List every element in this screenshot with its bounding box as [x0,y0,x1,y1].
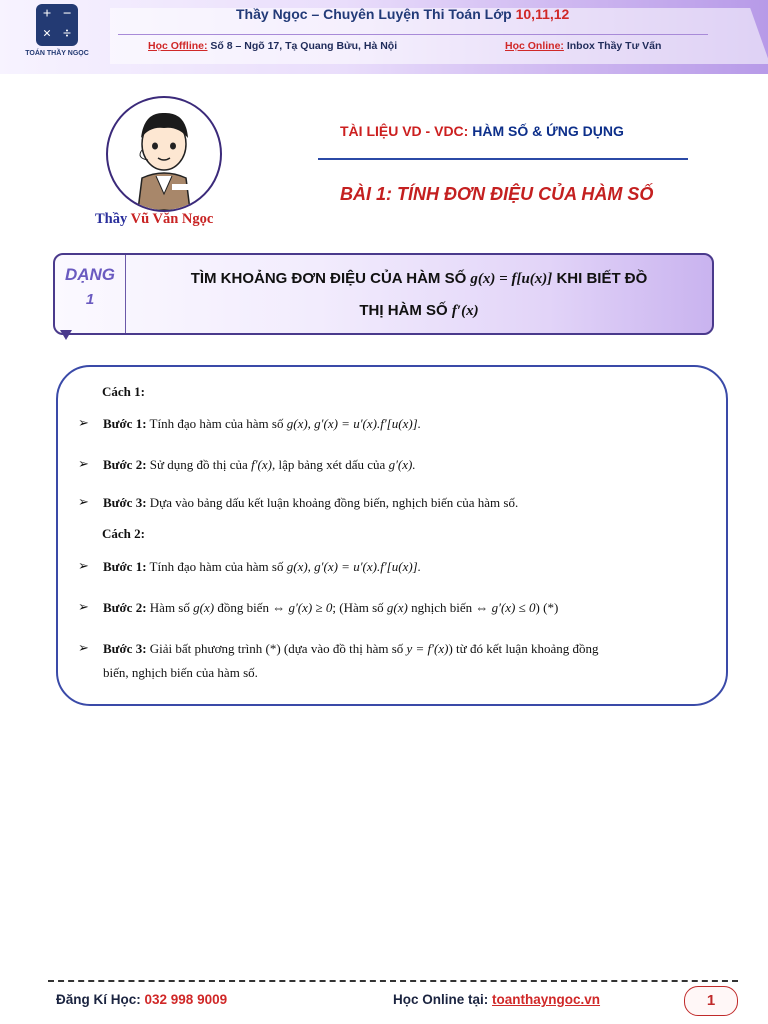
c2-step2-label: Bước 2: [103,600,147,615]
lesson-name: TÍNH ĐƠN ĐIỆU CỦA HÀM SỐ [392,184,654,204]
logo-caption: TOÁN THẦY NGỌC [25,50,89,57]
teacher-cartoon-icon [108,98,220,210]
dang-line2-math: f′(x) [451,303,479,319]
c2-step2-math-b: g′(x) ≥ 0 [288,600,333,615]
c2-step2-math-d: g′(x) ≤ 0 [491,600,536,615]
header-band [0,0,768,74]
c2-step1-text: Tính đạo hàm của hàm số [146,559,287,574]
header-title [236,6,569,22]
arrow-bullet-icon: ➢ [78,641,89,656]
c2-step2-text-e: ) (*) [535,600,559,615]
lesson-title [340,184,653,205]
header-online [505,40,661,52]
arrow-bullet-icon: ➢ [78,600,89,615]
c2-step1-label: Bước 1: [103,559,147,574]
c1-step2-text-a: Sử dụng đồ thị của [146,457,252,472]
dang-banner [53,253,714,335]
math-ops-icon: + − × ÷ [36,4,78,46]
c1-step2-label: Bước 2: [103,457,147,472]
footer-online [393,992,600,1007]
dang-number: 1 [85,291,95,308]
method-box [56,365,728,706]
doc-topic: HÀM SỐ & ỨNG DỤNG [472,123,624,139]
footer-register [56,992,227,1007]
c1-step2-text-b: , lập bảng xét dấu của [271,457,389,472]
cach1-heading: Cách 1: [102,384,145,399]
offline-value: Số 8 – Ngõ 17, Tạ Quang Bửu, Hà Nội [207,40,398,52]
dang-word: DẠNG [64,265,116,284]
lesson-label: BÀI 1: [340,184,393,204]
dang-tail [60,330,72,340]
dang-heading [129,263,709,327]
teacher-name-text: Vũ Văn Ngọc [130,211,214,227]
dang-line2-a: THỊ HÀM SỐ [359,302,452,319]
doc-series-title [340,123,624,139]
online-value: Inbox Thầy Tư Vấn [563,40,662,52]
arrow-bullet-icon: ➢ [78,495,89,510]
header-title-prefix: Thầy Ngọc – Chuyên Luyện Thi Toán Lớp [236,6,516,22]
cach2-heading: Cách 2: [102,526,145,541]
c2-step2-math-c: g(x) [386,600,408,615]
arrow-bullet-icon: ➢ [78,416,89,431]
website-link[interactable]: toanthayngoc.vn [492,992,601,1007]
teacher-avatar [106,96,222,212]
c2-step1-math: g(x), g′(x) = u′(x).f′[u(x)]. [286,559,421,574]
dang-line1-b: KHI BIẾT ĐỒ [552,270,648,287]
dang-line1-math: g(x) = f[u(x)] [470,271,553,287]
brand-logo [12,4,102,68]
footer-divider [48,980,738,982]
arrow-bullet-icon: ➢ [78,457,89,472]
online-label: Học Online: [505,40,564,52]
c1-step2-math-b: g′(x). [388,457,416,472]
offline-label: Học Offline: [148,40,208,52]
teacher-name [95,211,213,228]
c2-step2-text-a: Hàm số [146,600,194,615]
c1-step3-text: Dựa vào bảng dấu kết luận khoảng đồng biến, nghịch biến của hàm số. [146,495,519,510]
c2-step3-label: Bước 3: [103,641,147,656]
header-divider [118,34,708,35]
c1-step1-text: Tính đạo hàm của hàm số [146,416,287,431]
c1-step2-math-a: f′(x) [251,457,272,472]
c1-step1-math: g(x), g′(x) = u′(x).f′[u(x)]. [286,416,421,431]
header-offline [148,40,397,52]
c2-step3-text-b: ) từ đó kết luận khoảng đồng [448,641,599,656]
c1-step1-label: Bước 1: [103,416,147,431]
c1-step3-label: Bước 3: [103,495,147,510]
c2-step3-math: y = f′(x) [406,641,449,656]
phone-number: 032 998 9009 [144,992,228,1007]
register-label: Đăng Kí Học: [56,992,145,1007]
header-title-grades: 10,11,12 [515,6,570,22]
dang-label-cell [55,255,126,333]
c2-step2-text-b: đồng biến ⇔ [214,600,289,615]
c2-step3-text-a: Giải bất phương trình (*) (dựa vào đồ thị hàm số [146,641,407,656]
doc-series: TÀI LIỆU VD - VDC: [340,123,473,139]
title-rule [318,158,688,160]
c2-step2-math-a: g(x) [193,600,215,615]
online-study-label: Học Online tại: [393,992,493,1007]
c2-step3-cont: biến, nghịch biến của hàm số. [103,665,258,680]
teacher-prefix: Thầy [95,211,131,227]
dang-line1-a: TÌM KHOẢNG ĐƠN ĐIỆU CỦA HÀM SỐ [190,270,471,287]
c2-step2-text-d: nghịch biến ⇔ [407,600,492,615]
page-number: 1 [684,986,738,1016]
c2-step2-text-c: ; (Hàm số [332,600,387,615]
arrow-bullet-icon: ➢ [78,559,89,574]
